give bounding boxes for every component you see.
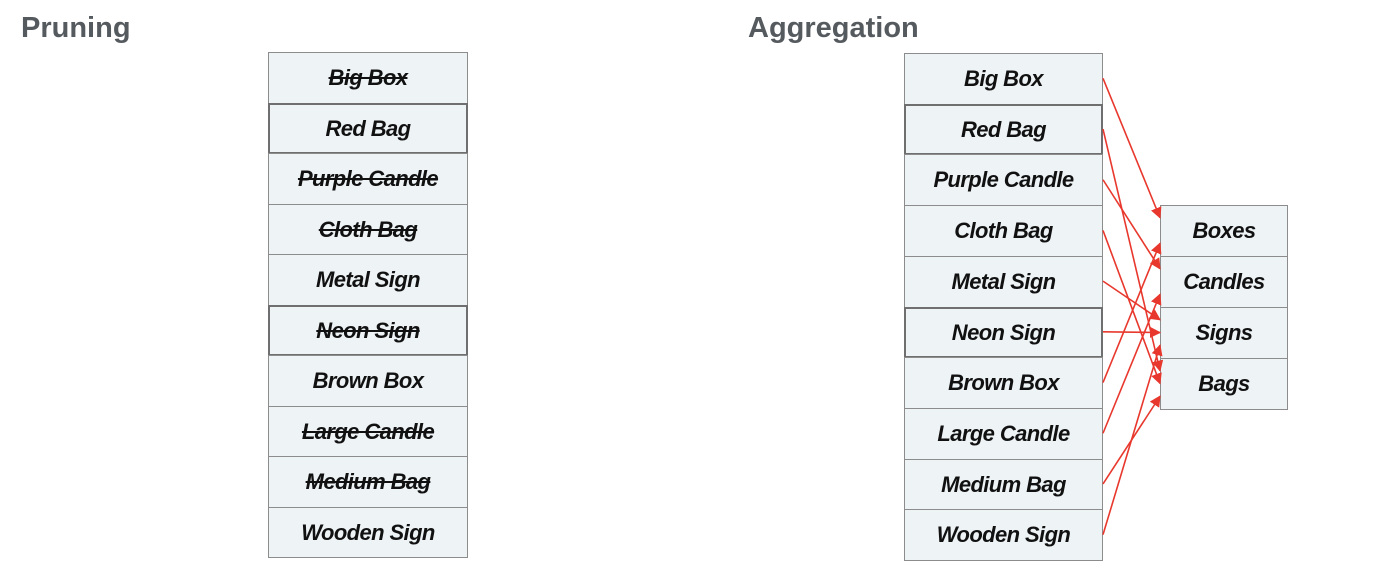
pruning-item-label: Red Bag — [325, 115, 411, 141]
pruning-item-label: Purple Candle — [297, 166, 439, 191]
aggregation-item-list — [904, 53, 1103, 560]
pruning-item-large-candle — [268, 406, 468, 457]
arrow-wooden-sign-to-signs — [1103, 345, 1160, 534]
pruning-item-big-box — [268, 52, 468, 104]
pruning-item-purple-candle — [268, 153, 468, 205]
aggregation-item-label: Large Candle — [937, 421, 1070, 446]
aggregation-item-label: Wooden Sign — [936, 522, 1071, 547]
aggregation-item-label: Cloth Bag — [954, 218, 1053, 243]
aggregation-item-large-candle — [904, 408, 1103, 460]
arrow-red-bag-to-bags — [1103, 129, 1160, 371]
category-signs — [1160, 307, 1288, 359]
pruning-item-brown-box — [268, 355, 468, 407]
aggregation-item-label: Neon Sign — [951, 319, 1056, 345]
pruning-item-label: Brown Box — [312, 368, 424, 393]
pruning-item-metal-sign — [268, 254, 468, 306]
arrow-big-box-to-boxes — [1103, 78, 1160, 217]
aggregation-item-brown-box — [904, 357, 1103, 409]
pruning-item-wooden-sign — [268, 507, 468, 558]
category-label: Candles — [1183, 269, 1265, 294]
aggregation-item-medium-bag — [904, 459, 1103, 510]
aggregation-item-label: Metal Sign — [951, 269, 1056, 294]
arrow-neon-sign-to-signs — [1103, 332, 1160, 333]
aggregation-item-cloth-bag — [904, 205, 1103, 257]
aggregation-item-label: Big Box — [964, 66, 1043, 91]
pruning-item-cloth-bag — [268, 204, 468, 255]
category-label: Boxes — [1192, 218, 1256, 243]
aggregation-item-red-bag — [904, 104, 1103, 155]
aggregation-item-label: Red Bag — [960, 116, 1047, 142]
pruning-item-label: Big Box — [328, 65, 408, 90]
category-boxes — [1160, 205, 1288, 257]
category-label: Signs — [1195, 320, 1253, 345]
aggregation-item-label: Purple Candle — [933, 167, 1074, 192]
pruning-item-label: Neon Sign — [316, 317, 420, 343]
aggregation-item-purple-candle — [904, 154, 1103, 206]
pruning-item-label: Cloth Bag — [318, 216, 418, 242]
aggregation-item-label: Medium Bag — [941, 471, 1066, 497]
category-candles — [1160, 256, 1288, 308]
category-bags — [1160, 358, 1288, 410]
arrow-metal-sign-to-signs — [1103, 281, 1160, 320]
pruning-item-neon-sign — [268, 305, 468, 356]
arrow-cloth-bag-to-bags — [1103, 230, 1160, 383]
arrow-purple-candle-to-candles — [1103, 180, 1160, 269]
arrow-brown-box-to-boxes — [1103, 243, 1160, 382]
arrow-medium-bag-to-bags — [1103, 396, 1160, 484]
pruning-item-medium-bag — [268, 456, 468, 508]
pruning-title: Pruning — [21, 12, 131, 44]
pruning-item-label: Medium Bag — [305, 469, 431, 494]
arrow-large-candle-to-candles — [1103, 294, 1160, 433]
aggregation-item-big-box — [904, 53, 1103, 105]
pruning-list — [268, 52, 468, 557]
pruning-item-label: Large Candle — [301, 418, 435, 444]
pruning-item-red-bag — [268, 103, 468, 154]
aggregation-category-list — [1160, 205, 1288, 409]
pruning-item-label: Metal Sign — [315, 267, 420, 292]
category-label: Bags — [1198, 371, 1250, 396]
aggregation-item-metal-sign — [904, 256, 1103, 308]
aggregation-title: Aggregation — [748, 12, 919, 44]
aggregation-item-neon-sign — [904, 307, 1103, 358]
aggregation-item-wooden-sign — [904, 509, 1103, 561]
pruning-item-label: Wooden Sign — [301, 519, 435, 545]
aggregation-item-label: Brown Box — [948, 370, 1059, 395]
